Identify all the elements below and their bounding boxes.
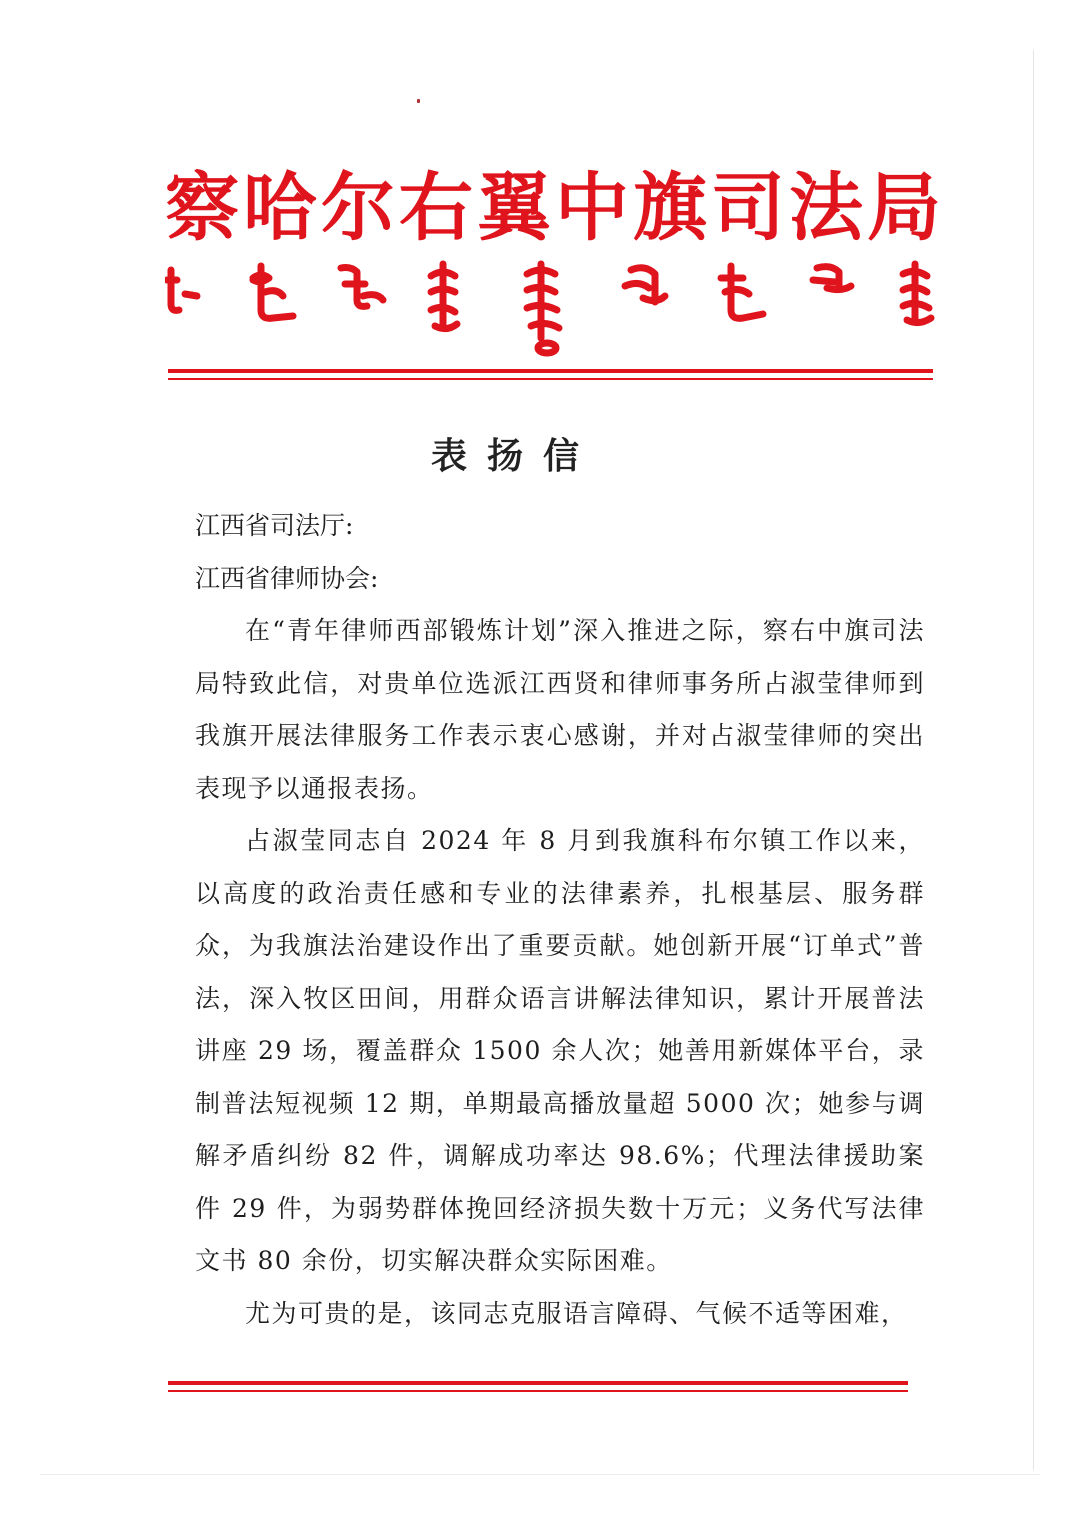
body-paragraph: 在“青年律师西部锻炼计划”深入推进之际，察右中旗司法局特致此信，对贵单位选派江西贤和律师事务所占淑莹律师到我旗开展法律服务工作表示衷心感谢，并对占淑莹律师的突出表现予以通报表扬。 <box>195 616 925 803</box>
mongolian-word-6 <box>625 268 665 302</box>
addressee-line: 江西省司法厅: <box>195 511 354 540</box>
document-title: 表扬信 <box>430 435 599 477</box>
mongolian-word-3 <box>341 268 383 307</box>
mongolian-word-7 <box>721 266 763 318</box>
ink-speck <box>417 99 420 103</box>
letterhead-rule-thin <box>168 378 933 380</box>
letterhead-mongolian-script <box>165 258 945 358</box>
mongolian-word-1 <box>167 270 197 310</box>
mongolian-word-5 <box>527 264 559 353</box>
footer-rule-thin <box>168 1390 908 1392</box>
footer-rule-thick <box>168 1381 908 1385</box>
addressee-line: 江西省律师协会: <box>195 563 379 593</box>
letter-body <box>195 500 925 1340</box>
scan-edge-right <box>1033 50 1034 1470</box>
mongolian-word-2 <box>253 266 293 318</box>
mongolian-word-4 <box>431 264 457 329</box>
mongolian-word-9 <box>903 264 931 323</box>
mongolian-word-8 <box>813 267 851 290</box>
body-paragraph: 占淑莹同志自 2024 年 8 月到我旗科布尔镇工作以来，以高度的政治责任感和专业的法律素养，扎根基层、服务群众，为我旗法治建设作出了重要贡献。她创新开展“订单式”普法，深入牧区田间，用群众语言讲解法律知识，累计开展普法讲座 29 场，覆盖群众 1500 余人次；她善用新媒体平台，录制普法短视频 12 期，单期最高播放量超 5000 次；她参与调解矛盾纠纷 82 件，调解成功率达 98.6%；代理法律援助案件 29 件，为弱势群体挽回经济损失数十万元；义务代写法律文书 80 余份，切实解决群众实际困难。 <box>195 826 925 1275</box>
body-paragraph: 尤为可贵的是，该同志克服语言障碍、气候不适等困难， <box>245 1298 908 1328</box>
scan-edge-bottom <box>40 1474 1040 1475</box>
letterhead-rule-thick <box>168 369 933 373</box>
letterhead-organization-name: 察哈尔右翼中旗司法局 <box>165 165 945 251</box>
